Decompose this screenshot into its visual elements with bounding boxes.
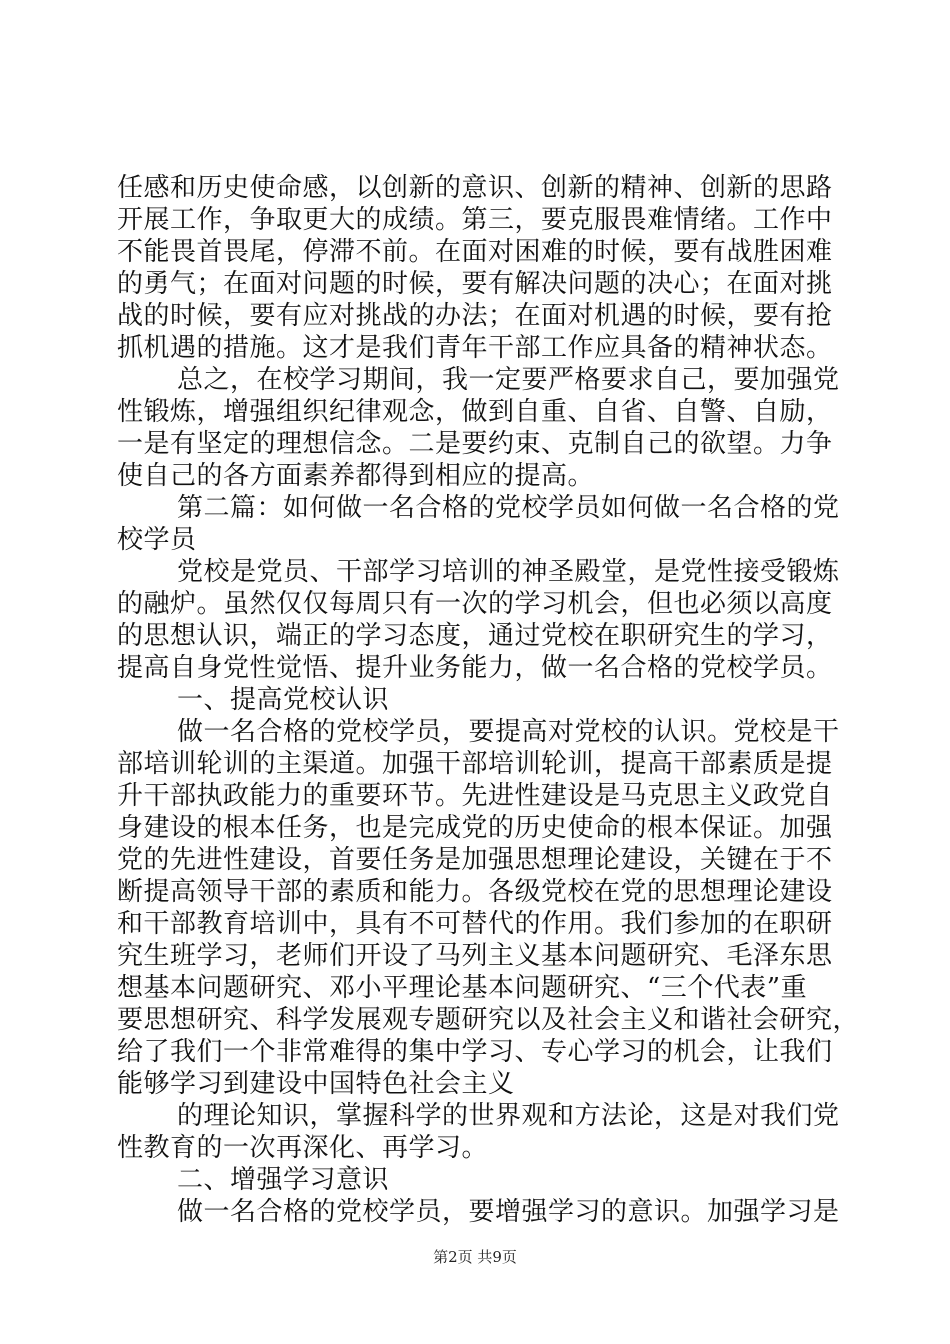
text-line: 校学员 — [117, 525, 197, 555]
text-line: 党的先进性建设，首要任务是加强思想理论建设，关键在于不 — [117, 845, 833, 875]
text-line: 二、增强学习意识 — [177, 1165, 390, 1195]
text-line: 断提高领导干部的素质和能力。各级党校在党的思想理论建设 — [117, 877, 833, 907]
text-line: 想基本问题研究、邓小平理论基本问题研究、“三个代表”重 — [117, 973, 808, 1003]
text-line: 任感和历史使命感，以创新的意识、创新的精神、创新的思路 — [117, 173, 833, 203]
text-line: 的勇气；在面对问题的时候，要有解决问题的决心；在面对挑 — [117, 269, 833, 299]
text-line: 和干部教育培训中，具有不可替代的作用。我们参加的在职研 — [117, 909, 833, 939]
text-line: 总之，在校学习期间，我一定要严格要求自己，要加强党 — [177, 365, 840, 395]
text-line: 给了我们一个非常难得的集中学习、专心学习的机会，让我们 — [117, 1037, 833, 1067]
text-line: 性教育的一次再深化、再学习。 — [117, 1133, 489, 1163]
text-line: 究生班学习，老师们开设了马列主义基本问题研究、毛泽东思 — [117, 941, 833, 971]
text-line: 的理论知识，掌握科学的世界观和方法论，这是对我们党 — [177, 1101, 840, 1131]
text-line: 抓机遇的措施。这才是我们青年干部工作应具备的精神状态。 — [117, 333, 833, 363]
text-line: 第二篇：如何做一名合格的党校学员如何做一名合格的党 — [177, 493, 840, 523]
text-line: 部培训轮训的主渠道。加强干部培训轮训，提高干部素质是提 — [117, 749, 833, 779]
text-line: 升干部执政能力的重要环节。先进性建设是马克思主义政党自 — [117, 781, 833, 811]
text-line: 使自己的各方面素养都得到相应的提高。 — [117, 461, 595, 491]
text-line: 一、提高党校认识 — [177, 685, 390, 715]
text-line: 战的时候，要有应对挑战的办法；在面对机遇的时候，要有抢 — [117, 301, 833, 331]
text-line: 身建设的根本任务，也是完成党的历史使命的根本保证。加强 — [117, 813, 833, 843]
text-line: 做一名合格的党校学员，要增强学习的意识。加强学习是 — [177, 1197, 840, 1227]
text-line: 不能畏首畏尾，停滞不前。在面对困难的时候，要有战胜困难 — [117, 237, 833, 267]
text-line: 能够学习到建设中国特色社会主义 — [117, 1069, 515, 1099]
text-line: 的融炉。虽然仅仅每周只有一次的学习机会，但也必须以高度 — [117, 589, 833, 619]
text-line: 开展工作，争取更大的成绩。第三，要克服畏难情绪。工作中 — [117, 205, 833, 235]
text-line: 要思想研究、科学发展观专题研究以及社会主义和谐社会研究， — [117, 1005, 860, 1035]
text-line: 提高自身党性觉悟、提升业务能力，做一名合格的党校学员。 — [117, 653, 833, 683]
document-body — [117, 172, 860, 1228]
text-line: 党校是党员、干部学习培训的神圣殿堂，是党性接受锻炼 — [177, 557, 840, 587]
text-line: 做一名合格的党校学员，要提高对党校的认识。党校是干 — [177, 717, 840, 747]
text-line: 的思想认识，端正的学习态度，通过党校在职研究生的学习， — [117, 621, 833, 651]
text-line: 性锻炼，增强组织纪律观念，做到自重、自省、自警、自励， — [117, 397, 833, 427]
text-line: 一是有坚定的理想信念。二是要约束、克制自己的欲望。力争 — [117, 429, 833, 459]
page-footer: 第2页 共9页 — [433, 1248, 517, 1266]
